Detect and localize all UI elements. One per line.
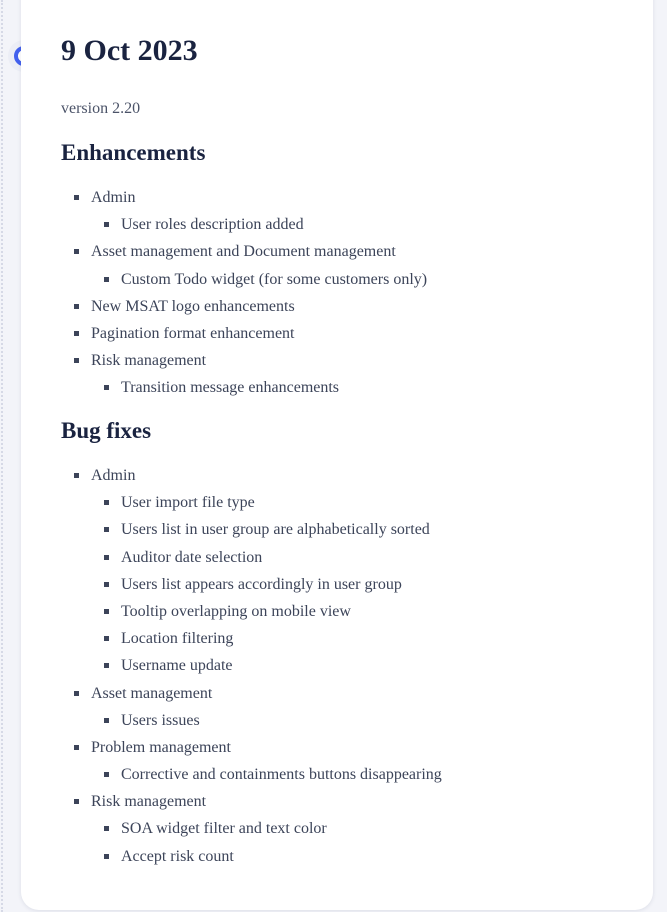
list-item <box>61 184 427 211</box>
list-item-text: Risk management <box>91 793 207 811</box>
release-date: 9 Oct 2023 <box>61 34 198 67</box>
list-item-text: Admin <box>91 189 136 206</box>
list-item-text: Users issues <box>121 711 200 729</box>
list-item <box>61 680 442 707</box>
list-item-text: Transition message enhancements <box>121 379 340 397</box>
enhancements-list <box>61 184 427 402</box>
sub-list-item <box>61 815 442 842</box>
list-item-text: Asset management and Document management <box>91 243 396 261</box>
list-item <box>61 347 427 374</box>
square-bullet-icon <box>104 718 109 723</box>
bug-fixes-list <box>61 462 442 870</box>
list-item-text: Admin <box>91 467 136 484</box>
square-bullet-icon <box>74 331 79 336</box>
square-bullet-icon <box>104 609 109 614</box>
square-bullet-icon <box>74 304 79 309</box>
square-bullet-icon <box>74 195 79 200</box>
sub-list-item <box>61 843 442 870</box>
list-item-text: Location filtering <box>121 630 234 648</box>
sub-list-item <box>61 598 442 625</box>
list-item-text: Users list appears accordingly in user group <box>121 575 402 593</box>
square-bullet-icon <box>74 473 79 478</box>
square-bullet-icon <box>104 222 109 227</box>
square-bullet-icon <box>104 854 109 859</box>
square-bullet-icon <box>104 385 109 390</box>
list-item-text: Auditor date selection <box>121 548 263 566</box>
timeline-line <box>1 0 3 912</box>
list-item-text: Asset management <box>91 684 213 702</box>
list-item-text: Problem management <box>91 738 231 756</box>
list-item-text: Accept risk count <box>121 847 234 865</box>
square-bullet-icon <box>104 500 109 505</box>
list-item <box>61 788 442 815</box>
list-item <box>61 238 427 265</box>
list-item-text: User import file type <box>121 494 255 512</box>
square-bullet-icon <box>74 691 79 696</box>
list-item-text: Tooltip overlapping on mobile view <box>121 602 351 620</box>
sub-list-item <box>61 266 427 293</box>
square-bullet-icon <box>74 745 79 750</box>
sub-list-item <box>61 571 442 598</box>
list-item-text: Risk management <box>91 352 207 370</box>
square-bullet-icon <box>104 555 109 560</box>
list-item <box>61 320 427 347</box>
square-bullet-icon <box>104 663 109 668</box>
sub-list-item <box>61 211 427 238</box>
list-item-text: SOA widget filter and text color <box>121 820 327 838</box>
square-bullet-icon <box>104 277 109 282</box>
list-item <box>61 293 427 320</box>
sub-list-item <box>61 652 442 679</box>
list-item-text: Username update <box>121 657 233 675</box>
list-item-text: Users list in user group are alphabetically sorted <box>121 521 430 539</box>
square-bullet-icon <box>74 358 79 363</box>
sub-list-item <box>61 707 442 734</box>
list-item-text: User roles description added <box>121 216 304 234</box>
bug-fixes-heading: Bug fixes <box>61 418 152 443</box>
square-bullet-icon <box>74 799 79 804</box>
square-bullet-icon <box>104 772 109 777</box>
enhancements-heading: Enhancements <box>61 140 206 165</box>
square-bullet-icon <box>104 636 109 641</box>
list-item-text: New MSAT logo enhancements <box>91 297 295 315</box>
sub-list-item <box>61 489 442 516</box>
list-item-text: Pagination format enhancement <box>91 324 295 342</box>
sub-list-item <box>61 374 427 401</box>
sub-list-item <box>61 516 442 543</box>
sub-list-item <box>61 761 442 788</box>
list-item-text: Corrective and containments buttons disappearing <box>121 766 442 784</box>
list-item-text: Custom Todo widget (for some customers only) <box>121 270 428 288</box>
square-bullet-icon <box>104 582 109 587</box>
list-item <box>61 734 442 761</box>
sub-list-item <box>61 544 442 571</box>
square-bullet-icon <box>104 527 109 532</box>
square-bullet-icon <box>74 249 79 254</box>
square-bullet-icon <box>104 826 109 831</box>
list-item <box>61 462 442 489</box>
sub-list-item <box>61 625 442 652</box>
release-version: version 2.20 <box>61 100 141 117</box>
